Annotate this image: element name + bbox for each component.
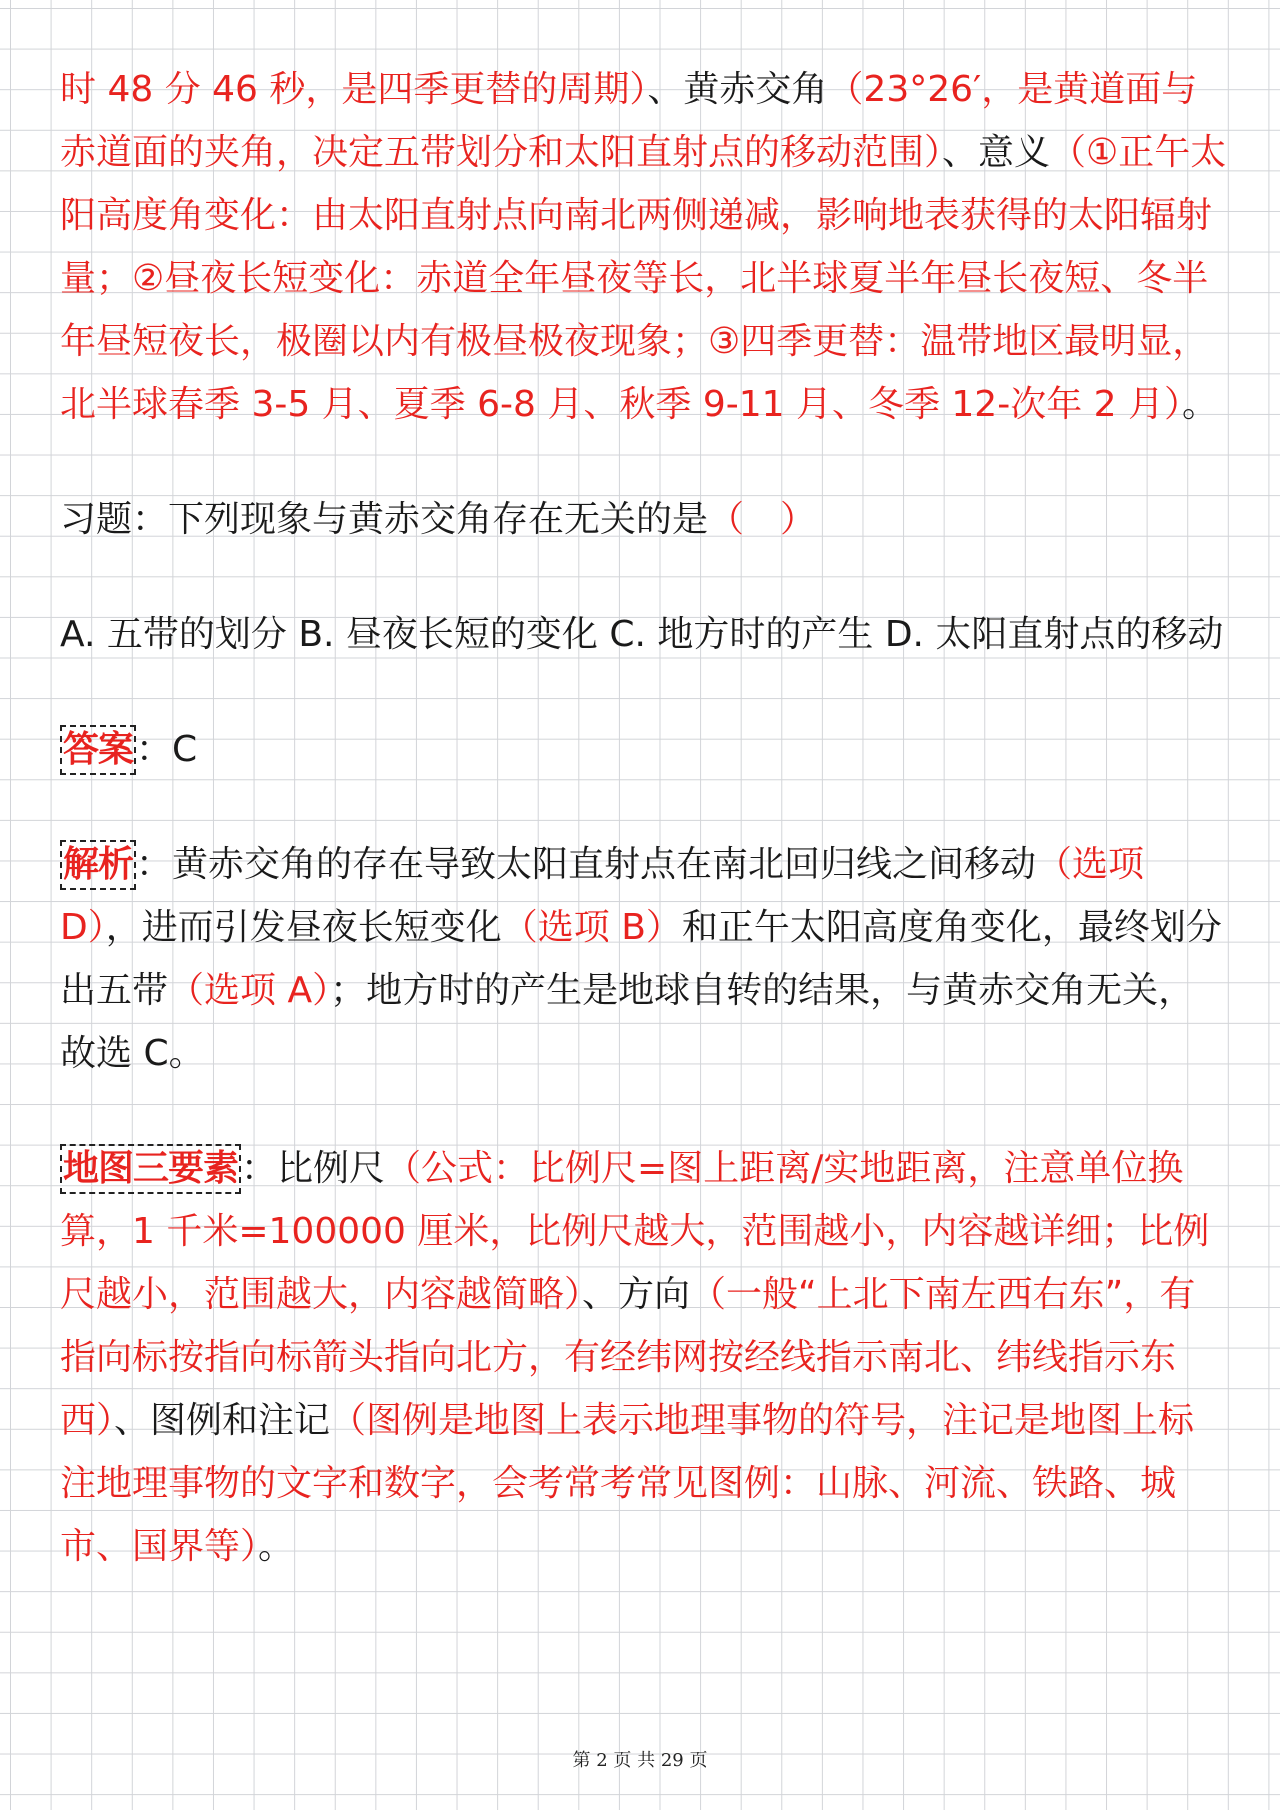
question-paragraph [60, 488, 1230, 551]
map-end-mark: 。 [258, 1526, 295, 1567]
map-elements-paragraph [60, 1137, 1230, 1578]
intro-red-2: （23°26′，是黄道面与赤道面的夹角，决定五带划分和太阳直射点的移动范围） [60, 69, 1198, 173]
options-line: A. 五带的划分 B. 昼夜长短的变化 C. 地方时的产生 D. 太阳直射点的移动 [60, 614, 1224, 655]
analysis-option-b: （选项 B） [501, 907, 682, 948]
intro-red-1: 时 48 分 46 秒，是四季更替的周期） [60, 69, 648, 110]
intro-black-3: 。 [1182, 384, 1219, 425]
intro-black-1: 、黄赤交角 [647, 69, 828, 110]
answer-tag: 答案 [60, 725, 136, 775]
analysis-option-a: （选项 A） [168, 970, 331, 1011]
map-legend-detail: （图例是地图上表示地理事物的符号，注记是地图上标注地理事物的文字和数字，会考常考常见图例：山脉、河流、铁路、城市、国界等） [60, 1400, 1195, 1567]
analysis-tag: 解析 [60, 840, 136, 890]
options-paragraph [60, 603, 1230, 666]
map-legend-label: 、图例和注记 [114, 1400, 331, 1441]
intro-red-3: （①正午太阳高度角变化：由太阳直射点向南北两侧递减，影响地表获得的太阳辐射量；②昼夜长短变化：赤道全年昼夜等长，北半球夏半年昼长夜短、冬半年昼短夜长，极圈以内有极昼极夜现象；③四季更替：温带地区最明显，北半球春季 3-5 月、夏季 6-8 月、秋季 9-11 月、冬季 12-次年 2 月） [60, 132, 1227, 425]
analysis-option-d: （选项 D） [60, 844, 1145, 948]
map-elements-tag: 地图三要素 [60, 1144, 241, 1194]
map-direction-detail: （一般“上北下南左西右东”，有指向标按指向标箭头指向北方，有经纬网按经线指示南北、纬线指示东西） [60, 1274, 1196, 1441]
map-direction-label: 、方向 [582, 1274, 691, 1315]
analysis-text-2: ，进而引发昼夜长短变化 [105, 907, 502, 948]
page-number-footer: 第 2 页 共 29 页 [572, 1750, 708, 1771]
answer-text: ：C [136, 729, 198, 770]
document-page [60, 58, 1230, 1578]
analysis-text-1: ：黄赤交角的存在导致太阳直射点在南北回归线之间移动 [136, 844, 1037, 885]
analysis-text-4: ；地方时的产生是地球自转的结果，与黄赤交角无关，故选 C。 [60, 970, 1195, 1074]
intro-black-2: 、意义 [942, 132, 1051, 173]
map-scale-detail: （公式：比例尺=图上距离/实地距离，注意单位换算，1 千米=100000 厘米，比例尺越大，范围越小，内容越详细；比例尺越小，范围越大，内容越简略） [60, 1148, 1210, 1315]
analysis-text-3: 和正午太阳高度角变化，最终划分出五带 [60, 907, 1222, 1011]
map-scale-label: ：比例尺 [241, 1148, 386, 1189]
analysis-paragraph [60, 833, 1230, 1085]
question-text: 习题：下列现象与黄赤交角存在无关的是 [60, 499, 709, 540]
answer-paragraph [60, 718, 1230, 781]
intro-paragraph [60, 58, 1230, 436]
question-blank: （ ） [708, 499, 817, 540]
